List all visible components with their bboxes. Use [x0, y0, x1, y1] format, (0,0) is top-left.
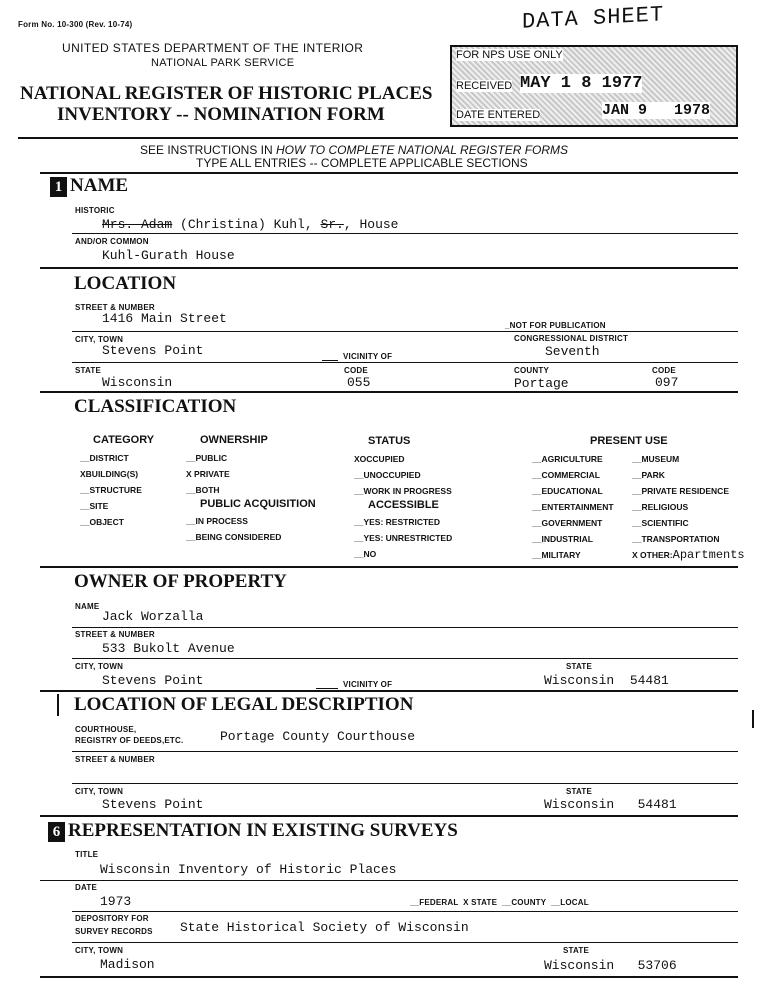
ownership-option[interactable]: X PRIVATE — [186, 469, 230, 479]
survey-city-label: CITY, TOWN — [75, 946, 124, 955]
use-option[interactable]: __SCIENTIFIC — [632, 518, 689, 528]
section-owner-heading: OWNER OF PROPERTY — [74, 571, 287, 592]
status-option[interactable]: XOCCUPIED — [354, 454, 405, 464]
rule — [72, 233, 738, 234]
state-label: STATE — [75, 366, 102, 375]
section-rule — [40, 690, 738, 692]
rule — [72, 751, 738, 752]
use-option[interactable]: __MILITARY — [532, 550, 581, 560]
status-option[interactable]: __WORK IN PROGRESS — [354, 486, 452, 496]
accessible-option[interactable]: __NO — [354, 549, 377, 559]
section-number: 6 — [48, 822, 65, 842]
section-rule — [40, 976, 738, 978]
category-list — [80, 450, 142, 530]
owner-state-value: Wisconsin 54481 — [544, 673, 669, 688]
rule — [72, 658, 738, 659]
section-name-heading: 1 NAME — [50, 175, 128, 197]
acquisition-list — [186, 513, 281, 545]
form-title-line1: NATIONAL REGISTER OF HISTORIC PLACES — [20, 83, 433, 104]
use-option[interactable]: __COMMERCIAL — [532, 470, 601, 480]
section-survey-heading: 6 REPRESENTATION IN EXISTING SURVEYS — [48, 820, 458, 842]
owner-street-label: STREET & NUMBER — [75, 630, 155, 639]
section-classification-heading: CLASSIFICATION — [74, 396, 237, 417]
owner-name-label: NAME — [75, 602, 100, 611]
survey-date-label: DATE — [75, 883, 97, 892]
rule — [72, 627, 738, 628]
date-entered-label: DATE ENTERED — [456, 109, 541, 121]
accessible-list — [354, 514, 452, 562]
depository-label1: DEPOSITORY FOR — [75, 914, 149, 923]
legal-street-label: STREET & NUMBER — [75, 755, 155, 764]
acquisition-option[interactable]: __BEING CONSIDERED — [186, 532, 282, 542]
section-number: 1 — [50, 177, 67, 197]
legal-city-value: Stevens Point — [102, 797, 204, 812]
present-use-list-a — [532, 451, 614, 563]
common-value: Kuhl-Gurath House — [102, 248, 235, 263]
use-option[interactable]: __PARK — [632, 470, 665, 480]
congressional-value: Seventh — [545, 344, 600, 359]
depository-value: State Historical Society of Wisconsin — [180, 920, 469, 935]
historic-label: HISTORIC — [75, 206, 115, 215]
code-label: CODE — [344, 366, 368, 375]
use-option[interactable]: __TRANSPORTATION — [632, 534, 720, 544]
ownership-list — [186, 450, 230, 498]
category-option[interactable]: XBUILDING(S) — [80, 469, 139, 479]
use-option[interactable]: __RELIGIOUS — [632, 502, 689, 512]
not-for-publication: _NOT FOR PUBLICATION — [505, 321, 606, 330]
accessible-option[interactable]: __YES: UNRESTRICTED — [354, 533, 453, 543]
section-location-heading: LOCATION — [74, 273, 177, 294]
owner-vicinity-label: VICINITY OF — [343, 680, 393, 689]
status-list — [354, 451, 452, 499]
instructions-line2: TYPE ALL ENTRIES -- COMPLETE APPLICABLE SECTIONS — [196, 156, 528, 170]
rule — [72, 362, 738, 363]
survey-levels: __FEDERAL X STATE __COUNTY __LOCAL — [410, 898, 589, 907]
data-sheet-stamp: DATA SHEET — [522, 2, 665, 35]
rule — [72, 783, 738, 784]
historic-value: Mrs. Adam (Christina) Kuhl, Sr., House — [102, 217, 399, 232]
nps-use-only-box — [450, 45, 738, 127]
use-option[interactable]: __PRIVATE RESIDENCE — [632, 486, 729, 496]
category-option[interactable]: __SITE — [80, 501, 109, 511]
use-option[interactable]: __EDUCATIONAL — [532, 486, 603, 496]
form-number: Form No. 10-300 (Rev. 10-74) — [18, 20, 133, 29]
rule — [40, 880, 738, 881]
service-name: NATIONAL PARK SERVICE — [151, 57, 295, 69]
city-label: CITY, TOWN — [75, 335, 124, 344]
code-value: 055 — [347, 375, 371, 390]
legal-state-label: STATE — [566, 787, 593, 796]
section-rule — [40, 815, 738, 817]
status-heading: STATUS — [368, 435, 411, 447]
legal-state-value: Wisconsin 54481 — [544, 797, 677, 812]
county-label: COUNTY — [514, 366, 549, 375]
county-code-value: 097 — [655, 375, 679, 390]
category-option[interactable]: __OBJECT — [80, 517, 124, 527]
survey-title-value: Wisconsin Inventory of Historic Places — [100, 862, 397, 877]
category-option[interactable]: __DISTRICT — [80, 453, 129, 463]
congressional-label: CONGRESSIONAL DISTRICT — [514, 334, 629, 343]
rule — [72, 942, 738, 943]
header-rule — [18, 137, 738, 139]
registry-label: REGISTRY OF DEEDS,ETC. — [75, 736, 184, 745]
received-value: MAY 1 8 1977 — [520, 74, 643, 93]
present-use-list-b — [632, 451, 745, 563]
city-value: Stevens Point — [102, 343, 204, 358]
owner-street-value: 533 Bukolt Avenue — [102, 641, 235, 656]
status-option[interactable]: __UNOCCUPIED — [354, 470, 421, 480]
edge-mark — [752, 710, 754, 728]
section-rule — [40, 172, 738, 174]
courthouse-label: COURTHOUSE, — [75, 725, 137, 734]
section-legal-heading: LOCATION OF LEGAL DESCRIPTION — [74, 694, 414, 715]
acquisition-option[interactable]: __IN PROCESS — [186, 516, 248, 526]
vicinity-blank — [322, 360, 338, 361]
present-use-heading: PRESENT USE — [590, 435, 668, 447]
owner-state-label: STATE — [566, 662, 593, 671]
accessible-heading: ACCESSIBLE — [368, 499, 439, 511]
department-name: UNITED STATES DEPARTMENT OF THE INTERIOR — [62, 41, 364, 55]
survey-date-value: 1973 — [100, 894, 132, 909]
state-value: Wisconsin — [102, 375, 173, 390]
nps-header: FOR NPS USE ONLY — [456, 49, 563, 61]
use-option[interactable]: __INDUSTRIAL — [532, 534, 593, 544]
survey-city-value: Madison — [100, 957, 155, 972]
rule — [72, 331, 738, 332]
use-option-other[interactable]: X OTHER:Apartments — [632, 548, 745, 562]
depository-label2: SURVEY RECORDS — [75, 927, 153, 936]
legal-city-label: CITY, TOWN — [75, 787, 124, 796]
common-label: AND/OR COMMON — [75, 237, 149, 246]
section-rule — [40, 566, 738, 568]
use-option[interactable]: __MUSEUM — [632, 454, 680, 464]
ownership-heading: OWNERSHIP — [200, 434, 268, 446]
section-rule — [40, 391, 738, 393]
survey-title-label: TITLE — [75, 850, 99, 859]
date-entered-value: JAN 9 1978 — [602, 102, 711, 119]
ownership-option[interactable]: __PUBLIC — [186, 453, 228, 463]
accessible-option[interactable]: __YES: RESTRICTED — [354, 517, 440, 527]
received-label: RECEIVED — [456, 80, 513, 92]
county-value: Portage — [514, 376, 569, 391]
courthouse-value: Portage County Courthouse — [220, 729, 416, 744]
ownership-option[interactable]: __BOTH — [186, 485, 220, 495]
street-value: 1416 Main Street — [102, 311, 227, 326]
owner-name-value: Jack Worzalla — [102, 609, 204, 624]
survey-state-label: STATE — [563, 946, 590, 955]
form-title-line2: INVENTORY -- NOMINATION FORM — [57, 104, 385, 125]
margin-mark — [57, 694, 59, 716]
category-option[interactable]: __STRUCTURE — [80, 485, 142, 495]
category-heading: CATEGORY — [93, 434, 155, 446]
use-option[interactable]: __GOVERNMENT — [532, 518, 603, 528]
acquisition-heading: PUBLIC ACQUISITION — [200, 498, 316, 510]
section-rule — [40, 267, 738, 269]
use-option[interactable]: __AGRICULTURE — [532, 454, 603, 464]
owner-city-value: Stevens Point — [102, 673, 204, 688]
vicinity-blank — [316, 688, 338, 689]
instructions-line1: SEE INSTRUCTIONS IN HOW TO COMPLETE NATIONAL REGISTER FORMS — [140, 143, 569, 157]
county-code-label: CODE — [652, 366, 676, 375]
rule — [72, 911, 738, 912]
owner-city-label: CITY, TOWN — [75, 662, 124, 671]
survey-state-value: Wisconsin 53706 — [544, 958, 677, 973]
use-option[interactable]: __ENTERTAINMENT — [532, 502, 614, 512]
street-label: STREET & NUMBER — [75, 303, 155, 312]
vicinity-label: VICINITY OF — [343, 352, 393, 361]
